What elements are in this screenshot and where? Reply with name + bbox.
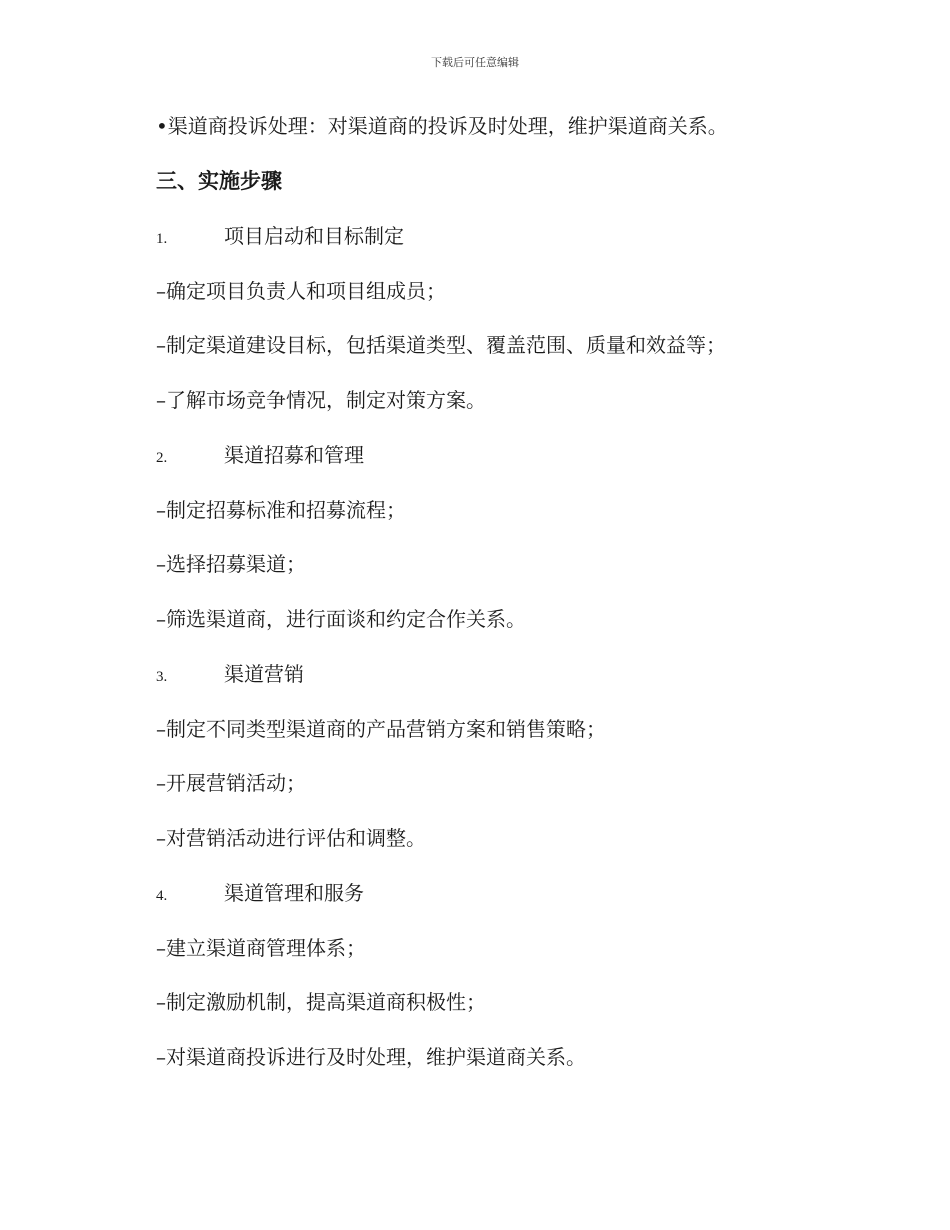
step-item: –了解市场竞争情况，制定对策方案。 [156, 388, 486, 412]
step-item: –建立渠道商管理体系； [156, 936, 366, 960]
page-header: 下载后可任意编辑 [431, 56, 519, 69]
step-title: 渠道招募和管理 [224, 443, 364, 467]
step-item: –开展营销活动； [156, 771, 306, 795]
step-number: 2. [156, 450, 168, 466]
step-item: –筛选渠道商，进行面谈和约定合作关系。 [156, 607, 526, 631]
section-heading: 三、实施步骤 [156, 168, 282, 193]
step-title: 渠道营销 [224, 662, 304, 686]
step-item: –制定渠道建设目标，包括渠道类型、覆盖范围、质量和效益等； [156, 333, 726, 357]
step-item: –制定激励机制，提高渠道商积极性； [156, 990, 486, 1014]
step-heading [156, 660, 304, 691]
step-heading [156, 222, 404, 253]
step-heading [156, 441, 364, 472]
step-number: 1. [156, 231, 168, 247]
step-title: 渠道管理和服务 [224, 881, 364, 905]
intro-bullet: •渠道商投诉处理：对渠道商的投诉及时处理，维护渠道商关系。 [156, 114, 728, 138]
step-item: –选择招募渠道； [156, 552, 306, 576]
step-title: 项目启动和目标制定 [224, 224, 404, 248]
step-item: –对渠道商投诉进行及时处理，维护渠道商关系。 [156, 1045, 586, 1069]
step-item: –制定不同类型渠道商的产品营销方案和销售策略； [156, 717, 606, 741]
step-item: –对营销活动进行评估和调整。 [156, 826, 426, 850]
step-heading [156, 879, 364, 910]
step-item: –制定招募标准和招募流程； [156, 498, 406, 522]
step-number: 4. [156, 888, 168, 904]
step-item: –确定项目负责人和项目组成员； [156, 279, 446, 303]
step-number: 3. [156, 669, 168, 685]
